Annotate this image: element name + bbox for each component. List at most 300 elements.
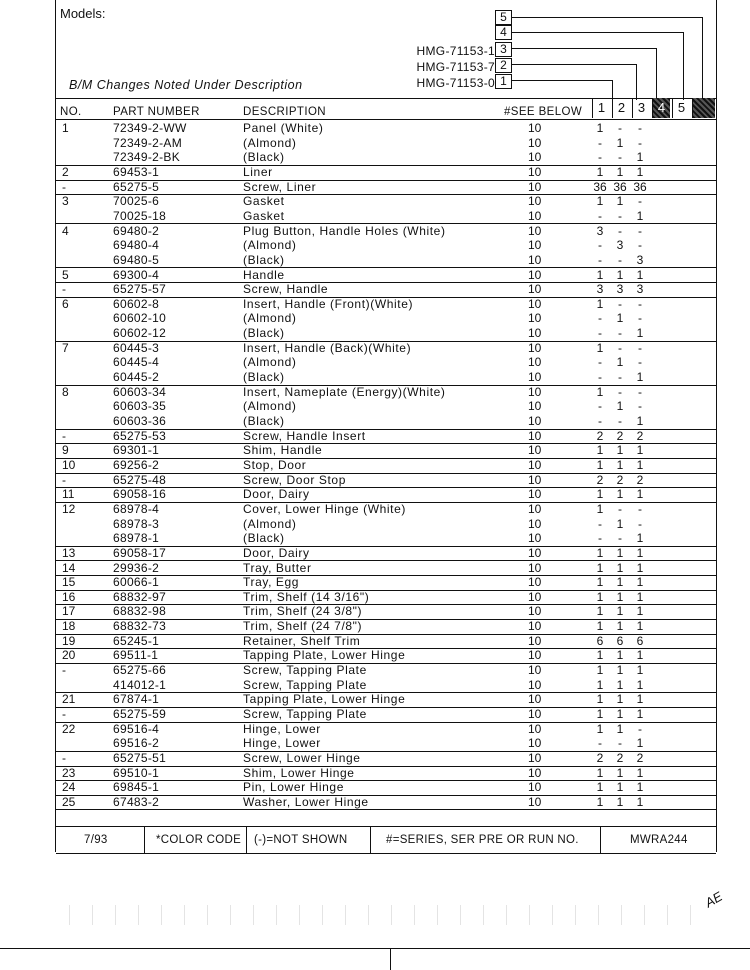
- model-name-3: HMG-71153-0: [416, 76, 495, 90]
- series-number: 10: [528, 663, 542, 678]
- bm-changes-note: B/M Changes Noted Under Description: [69, 78, 303, 92]
- table-row: [56, 180, 716, 196]
- quantity-model-2: 1: [616, 677, 624, 692]
- footer-divider: [600, 827, 601, 853]
- series-number: 10: [528, 194, 542, 209]
- item-number: 20: [62, 648, 76, 663]
- quantity-model-3: 3: [636, 252, 644, 267]
- table-row: [56, 458, 716, 474]
- item-number: 25: [62, 794, 76, 809]
- series-number: 10: [528, 575, 542, 590]
- quantity-model-3: 1: [636, 780, 644, 795]
- part-description: Trim, Shelf (14 3/16"): [243, 589, 370, 604]
- part-number: 60445-3: [113, 340, 160, 355]
- quantity-model-1: -: [598, 355, 602, 370]
- series-number: 10: [528, 121, 542, 135]
- footer-date: 7/93: [84, 834, 108, 846]
- table-row: [56, 297, 716, 312]
- quantity-model-1: 1: [596, 604, 604, 619]
- quantity-model-1: 1: [596, 545, 604, 560]
- quantity-model-1: -: [598, 238, 602, 253]
- quantity-model-1: -: [598, 370, 602, 385]
- quantity-model-1: 1: [596, 267, 604, 282]
- handwritten-initials: AE: [702, 888, 725, 911]
- table-row: [56, 517, 716, 532]
- series-number: 10: [528, 765, 542, 780]
- part-description: Stop, Door: [243, 457, 307, 472]
- series-number: 10: [528, 780, 542, 795]
- series-number: 10: [528, 736, 542, 751]
- quantity-model-2: 1: [616, 589, 624, 604]
- part-description: (Black): [243, 326, 285, 341]
- quantity-model-3: -: [638, 501, 642, 516]
- quantity-model-2: -: [618, 340, 622, 355]
- quantity-model-3: -: [638, 721, 642, 736]
- column-header-part-number: PART NUMBER: [113, 106, 200, 118]
- item-number: 15: [62, 575, 76, 590]
- series-number: 10: [528, 501, 542, 516]
- quantity-model-1: 1: [596, 487, 604, 502]
- table-row: [56, 355, 716, 370]
- part-description: (Almond): [243, 516, 297, 531]
- quantity-model-1: 1: [596, 794, 604, 809]
- quantity-model-1: 1: [596, 619, 604, 634]
- quantity-model-1: 3: [596, 223, 604, 238]
- quantity-model-1: 1: [596, 707, 604, 721]
- item-number: 7: [62, 340, 69, 355]
- table-row: [56, 311, 716, 326]
- table-row: [56, 502, 716, 517]
- quantity-model-3: 1: [636, 736, 644, 751]
- part-description: (Almond): [243, 311, 297, 326]
- part-description: Hinge, Lower: [243, 721, 321, 736]
- part-description: Tapping Plate, Lower Hinge: [243, 648, 406, 663]
- quantity-model-3: 1: [636, 692, 644, 707]
- quantity-model-3: -: [638, 238, 642, 253]
- part-number: 65275-59: [113, 707, 167, 721]
- footer-color-code: *COLOR CODE: [156, 834, 242, 846]
- quantity-model-3: 1: [636, 794, 644, 809]
- table-row: [56, 561, 716, 577]
- quantity-model-1: -: [598, 531, 602, 546]
- item-number: 2: [62, 164, 69, 179]
- quantity-model-1: 1: [596, 692, 604, 707]
- series-number: 10: [528, 692, 542, 707]
- part-description: Screw, Tapping Plate: [243, 663, 367, 678]
- item-number: -: [62, 282, 66, 297]
- part-number: 68978-1: [113, 531, 160, 546]
- quantity-model-3: 1: [636, 370, 644, 385]
- part-description: Trim, Shelf (24 7/8"): [243, 619, 363, 634]
- quantity-model-1: 1: [596, 780, 604, 795]
- quantity-model-3: -: [638, 296, 642, 311]
- quantity-model-1: 1: [596, 340, 604, 355]
- table-row: [56, 385, 716, 400]
- part-number: 69453-1: [113, 164, 160, 179]
- item-number: 23: [62, 765, 76, 780]
- quantity-model-2: 2: [616, 750, 624, 765]
- part-description: Pin, Lower Hinge: [243, 780, 344, 795]
- quantity-model-3: 1: [636, 589, 644, 604]
- column-header-model-2: 2: [612, 98, 630, 118]
- table-row: [56, 224, 716, 239]
- quantity-model-1: 1: [596, 194, 604, 209]
- part-number: 69058-16: [113, 487, 167, 502]
- model-number-box-1: 1: [495, 74, 512, 89]
- series-number: 10: [528, 252, 542, 267]
- item-number: -: [62, 750, 66, 765]
- part-number: 65275-53: [113, 428, 167, 443]
- series-number: 10: [528, 223, 542, 238]
- series-number: 10: [528, 589, 542, 604]
- series-number: 10: [528, 208, 542, 223]
- part-number: 414012-1: [113, 677, 167, 692]
- quantity-model-3: 1: [636, 663, 644, 678]
- part-number: 29936-2: [113, 560, 160, 575]
- table-row: [56, 209, 716, 225]
- quantity-model-2: 1: [616, 575, 624, 590]
- quantity-model-2: -: [618, 414, 622, 428]
- part-description: Screw, Tapping Plate: [243, 707, 367, 721]
- table-row: [56, 238, 716, 253]
- part-description: Screw, Handle Insert: [243, 428, 366, 443]
- table-row: [56, 429, 716, 445]
- part-number: 72349-2-AM: [113, 135, 183, 150]
- quantity-model-2: 2: [616, 428, 624, 443]
- table-row: [56, 604, 716, 620]
- item-number: 22: [62, 721, 76, 736]
- quantity-model-3: 1: [636, 326, 644, 341]
- part-number: 69058-17: [113, 545, 167, 560]
- quantity-model-1: 1: [596, 501, 604, 516]
- quantity-model-2: 1: [616, 487, 624, 502]
- table-row: [56, 194, 716, 209]
- part-description: Gasket: [243, 208, 285, 223]
- quantity-model-2: -: [618, 370, 622, 385]
- column-header-model-3: 3: [632, 98, 650, 118]
- quantity-model-1: 1: [596, 164, 604, 179]
- part-description: Insert, Handle (Front)(White): [243, 296, 414, 311]
- quantity-model-2: 6: [616, 633, 624, 648]
- part-number: 69480-5: [113, 252, 160, 267]
- quantity-model-2: 1: [616, 311, 624, 326]
- part-number: 69511-1: [113, 648, 159, 663]
- table-row: [56, 648, 716, 664]
- part-number: 60603-36: [113, 414, 167, 428]
- table-row: [56, 619, 716, 635]
- quantity-model-1: 1: [596, 589, 604, 604]
- model-number-box-3: 3: [495, 42, 512, 57]
- quantity-model-3: 1: [636, 267, 644, 282]
- item-number: 4: [62, 223, 69, 238]
- series-number: 10: [528, 326, 542, 341]
- part-number: 60603-35: [113, 399, 167, 414]
- quantity-model-3: 1: [636, 677, 644, 692]
- table-row: [56, 370, 716, 386]
- part-number: 60445-2: [113, 370, 160, 385]
- part-number: 65245-1: [113, 633, 160, 648]
- quantity-model-2: -: [618, 252, 622, 267]
- series-number: 10: [528, 150, 542, 165]
- quantity-model-2: 1: [616, 780, 624, 795]
- page-bottom-tick: [390, 948, 391, 970]
- table-row: [56, 575, 716, 591]
- series-number: 10: [528, 633, 542, 648]
- part-number: 65275-57: [113, 282, 167, 297]
- quantity-model-2: 1: [616, 721, 624, 736]
- footer-document-id: MWRA244: [630, 834, 688, 846]
- connector-line-1: [512, 80, 613, 100]
- column-header-no: NO.: [60, 106, 82, 118]
- table-row: [56, 736, 716, 752]
- quantity-model-2: 2: [616, 472, 624, 487]
- quantity-model-2: -: [618, 384, 622, 399]
- scan-noise: [60, 905, 700, 925]
- part-description: Tapping Plate, Lower Hinge: [243, 692, 406, 707]
- part-description: Tray, Egg: [243, 575, 300, 590]
- item-number: 19: [62, 633, 76, 648]
- series-number: 10: [528, 487, 542, 502]
- series-number: 10: [528, 604, 542, 619]
- part-description: Liner: [243, 164, 273, 179]
- model-number-box-4: 4: [495, 25, 512, 40]
- quantity-model-3: 1: [636, 531, 644, 546]
- item-number: -: [62, 428, 66, 443]
- quantity-model-3: -: [638, 384, 642, 399]
- quantity-model-3: 1: [636, 545, 644, 560]
- part-number: 70025-6: [113, 194, 160, 209]
- part-number: 60066-1: [113, 575, 160, 590]
- table-row: [56, 150, 716, 166]
- series-number: 10: [528, 648, 542, 663]
- part-number: 68832-97: [113, 589, 167, 604]
- part-description: (Almond): [243, 135, 297, 150]
- quantity-model-3: 1: [636, 150, 644, 165]
- table-row: [56, 136, 716, 151]
- quantity-model-2: 1: [616, 194, 624, 209]
- model-name-2: HMG-71153-7: [416, 60, 495, 74]
- series-number: 10: [528, 179, 542, 194]
- quantity-model-2: 1: [616, 794, 624, 809]
- part-description: Cover, Lower Hinge (White): [243, 501, 406, 516]
- quantity-model-1: 2: [596, 472, 604, 487]
- part-number: 60602-10: [113, 311, 167, 326]
- series-number: 10: [528, 282, 542, 297]
- quantity-model-3: -: [638, 311, 642, 326]
- quantity-model-1: 1: [596, 575, 604, 590]
- part-number: 60445-4: [113, 355, 160, 370]
- item-number: 18: [62, 619, 76, 634]
- footer-divider: [246, 827, 247, 853]
- quantity-model-1: -: [598, 252, 602, 267]
- part-description: Screw, Liner: [243, 179, 317, 194]
- series-number: 10: [528, 414, 542, 428]
- item-number: 17: [62, 604, 76, 619]
- item-number: 3: [62, 194, 69, 209]
- part-description: (Black): [243, 370, 285, 385]
- table-row: [56, 707, 716, 723]
- table-row: [56, 531, 716, 547]
- series-number: 10: [528, 531, 542, 546]
- part-number: 65275-48: [113, 472, 167, 487]
- item-number: -: [62, 472, 66, 487]
- item-number: 14: [62, 560, 76, 575]
- table-row: [56, 473, 716, 489]
- quantity-model-3: 1: [636, 560, 644, 575]
- quantity-model-2: 1: [616, 663, 624, 678]
- quantity-model-2: 1: [616, 399, 624, 414]
- quantity-model-1: -: [598, 516, 602, 531]
- series-number: 10: [528, 677, 542, 692]
- quantity-model-2: 1: [616, 765, 624, 780]
- part-number: 65275-51: [113, 750, 167, 765]
- part-description: Door, Dairy: [243, 487, 310, 502]
- part-number: 72349-2-WW: [113, 121, 187, 135]
- series-number: 10: [528, 794, 542, 809]
- series-number: 10: [528, 296, 542, 311]
- part-description: Retainer, Shelf Trim: [243, 633, 361, 648]
- quantity-model-1: -: [598, 208, 602, 223]
- part-description: (Almond): [243, 355, 297, 370]
- quantity-model-2: 1: [616, 619, 624, 634]
- part-number: 72349-2-BK: [113, 150, 181, 165]
- quantity-model-1: 1: [596, 765, 604, 780]
- quantity-model-2: 3: [616, 238, 624, 253]
- table-row: [56, 253, 716, 269]
- part-number: 68832-73: [113, 619, 167, 634]
- table-row: [56, 663, 716, 678]
- part-number: 69301-1: [113, 443, 160, 458]
- footer-bar: [56, 826, 716, 854]
- quantity-model-1: 1: [596, 296, 604, 311]
- table-row: [56, 722, 716, 737]
- series-number: 10: [528, 721, 542, 736]
- part-description: (Black): [243, 150, 285, 165]
- item-number: 10: [62, 457, 76, 472]
- part-description: Insert, Nameplate (Energy)(White): [243, 384, 446, 399]
- quantity-model-3: 1: [636, 765, 644, 780]
- table-row: [56, 751, 716, 767]
- quantity-model-3: 2: [636, 472, 644, 487]
- quantity-model-1: 1: [596, 648, 604, 663]
- part-description: Tray, Butter: [243, 560, 312, 575]
- part-description: Screw, Handle: [243, 282, 329, 297]
- column-header-shaded: [692, 98, 715, 118]
- quantity-model-1: 1: [596, 121, 604, 135]
- quantity-model-1: 3: [596, 282, 604, 297]
- series-number: 10: [528, 340, 542, 355]
- item-number: -: [62, 663, 66, 678]
- table-row: [56, 268, 716, 284]
- quantity-model-1: -: [598, 311, 602, 326]
- item-number: 1: [62, 121, 69, 135]
- part-description: Plug Button, Handle Holes (White): [243, 223, 446, 238]
- item-number: 6: [62, 296, 69, 311]
- quantity-model-2: -: [618, 208, 622, 223]
- quantity-model-1: 1: [596, 663, 604, 678]
- table-row: [56, 414, 716, 430]
- quantity-model-1: 1: [596, 560, 604, 575]
- quantity-model-3: -: [638, 194, 642, 209]
- part-number: 67483-2: [113, 794, 160, 809]
- item-number: 16: [62, 589, 76, 604]
- quantity-model-3: 1: [636, 707, 644, 721]
- part-number: 68978-4: [113, 501, 160, 516]
- item-number: 9: [62, 443, 69, 458]
- quantity-model-2: 3: [616, 282, 624, 297]
- part-description: (Black): [243, 252, 285, 267]
- item-number: 5: [62, 267, 69, 282]
- quantity-model-3: 6: [636, 633, 644, 648]
- quantity-model-1: 36: [593, 179, 607, 194]
- item-number: 21: [62, 692, 76, 707]
- quantity-model-3: 1: [636, 414, 644, 428]
- part-number: 60602-8: [113, 296, 160, 311]
- part-number: 65275-5: [113, 179, 160, 194]
- footer-divider: [144, 827, 145, 853]
- quantity-model-1: -: [598, 399, 602, 414]
- part-number: 69516-2: [113, 736, 160, 751]
- quantity-model-2: 1: [616, 560, 624, 575]
- part-description: (Black): [243, 414, 285, 428]
- series-number: 10: [528, 399, 542, 414]
- part-number: 69256-2: [113, 457, 160, 472]
- column-header-model-4: 4: [652, 98, 670, 118]
- quantity-model-3: 3: [636, 282, 644, 297]
- quantity-model-2: 1: [616, 164, 624, 179]
- quantity-model-3: 36: [633, 179, 647, 194]
- quantity-model-1: 1: [596, 677, 604, 692]
- column-header-see-below: #SEE BELOW: [504, 106, 583, 118]
- part-number: 65275-66: [113, 663, 167, 678]
- column-header-model-5: 5: [672, 98, 690, 118]
- part-description: (Black): [243, 531, 285, 546]
- quantity-model-3: 2: [636, 750, 644, 765]
- model-number-box-5: 5: [495, 10, 512, 25]
- quantity-model-2: 1: [616, 692, 624, 707]
- quantity-model-3: -: [638, 516, 642, 531]
- quantity-model-2: 1: [616, 355, 624, 370]
- table-row: [56, 590, 716, 606]
- item-number: 13: [62, 545, 76, 560]
- quantity-model-3: 1: [636, 457, 644, 472]
- table-row: [56, 443, 716, 459]
- series-number: 10: [528, 370, 542, 385]
- header-bottom-rule: [56, 119, 716, 120]
- quantity-model-3: 1: [636, 208, 644, 223]
- model-number-box-2: 2: [495, 58, 512, 73]
- series-number: 10: [528, 619, 542, 634]
- quantity-model-1: 1: [596, 457, 604, 472]
- series-number: 10: [528, 164, 542, 179]
- quantity-model-1: 6: [596, 633, 604, 648]
- series-number: 10: [528, 545, 542, 560]
- quantity-model-2: -: [618, 736, 622, 751]
- part-number: 69845-1: [113, 780, 160, 795]
- quantity-model-2: -: [618, 501, 622, 516]
- item-number: 24: [62, 780, 76, 795]
- quantity-model-1: -: [598, 736, 602, 751]
- quantity-model-3: -: [638, 121, 642, 135]
- quantity-model-2: 1: [616, 707, 624, 721]
- quantity-model-1: -: [598, 150, 602, 165]
- footer-not-shown: (-)=NOT SHOWN: [254, 834, 348, 846]
- quantity-model-2: -: [618, 150, 622, 165]
- item-number: -: [62, 179, 66, 194]
- part-number: 69300-4: [113, 267, 160, 282]
- table-row: [56, 282, 716, 298]
- part-description: (Almond): [243, 238, 297, 253]
